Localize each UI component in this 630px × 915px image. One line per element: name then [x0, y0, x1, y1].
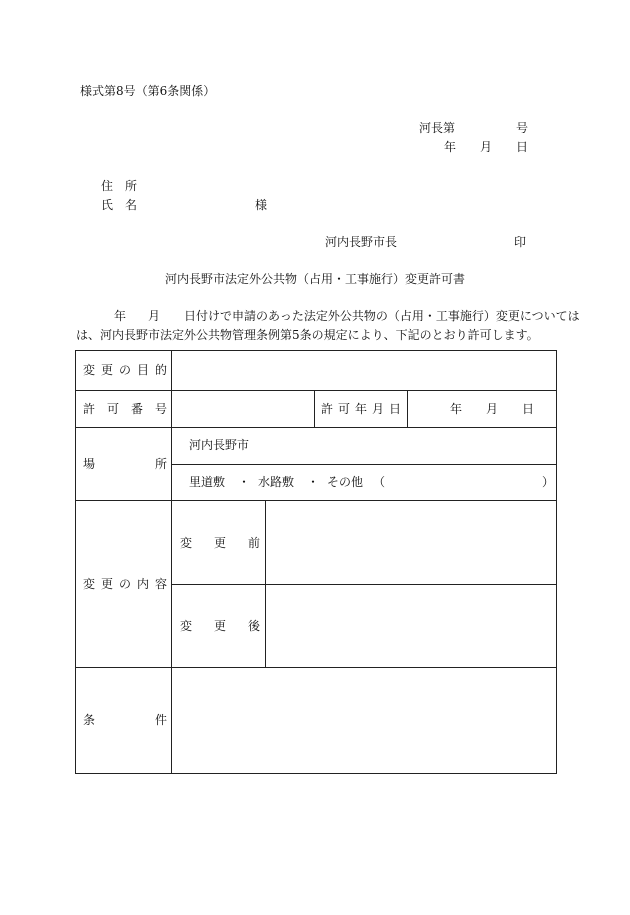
location-type-road[interactable]: 里道敷: [189, 475, 226, 489]
location-label: 場 所: [83, 457, 167, 471]
document-title: 河内長野市法定外公共物（占用・工事施行）変更許可書: [164, 272, 465, 286]
intro-year: 年: [114, 309, 127, 323]
row-divider: [171, 464, 556, 465]
permit-number-field[interactable]: [176, 402, 309, 416]
document-date: [444, 140, 528, 154]
permit-table: [75, 350, 557, 774]
document-number-prefix: 河長第: [419, 121, 456, 135]
before-change-field[interactable]: [272, 511, 550, 577]
row-divider: [76, 427, 556, 428]
location-other-close-paren: ）: [542, 475, 555, 489]
name-label: 氏 名: [101, 198, 137, 212]
document-number: [419, 121, 528, 135]
permit-number-label: 許 可 番 号: [83, 402, 167, 416]
conditions-label: 条 件: [83, 713, 167, 727]
column-divider: [314, 390, 315, 427]
document-date-year: 年: [444, 140, 457, 154]
issuer-title: 河内長野市長: [325, 235, 398, 249]
row-divider: [76, 667, 556, 668]
after-change-field[interactable]: [272, 594, 550, 660]
document-date-month: 月: [479, 140, 492, 154]
document-date-day: 日: [515, 140, 528, 154]
location-separator: ・: [307, 475, 320, 489]
document-number-suffix: 号: [515, 121, 528, 135]
row-divider: [76, 390, 556, 391]
address-label: 住 所: [101, 179, 137, 193]
permit-date-label: 許 可 年 月 日: [321, 402, 401, 416]
seal-mark: 印: [514, 235, 527, 249]
permit-date-month: 月: [486, 402, 499, 416]
permit-date-year: 年: [450, 402, 463, 416]
column-divider: [265, 500, 266, 667]
location-separator: ・: [238, 475, 251, 489]
location-city: 河内長野市: [189, 438, 250, 452]
row-divider: [76, 500, 556, 501]
intro-text-1: 日付けで申請のあった法定外公共物の（占用・工事施行）変更については: [184, 309, 580, 323]
after-change-label: 変 更 後: [180, 619, 260, 633]
form-number: 様式第8号（第6条関係）: [80, 84, 216, 98]
column-divider: [407, 390, 408, 427]
honorific: 様: [255, 198, 268, 212]
before-change-label: 変 更 前: [180, 536, 260, 550]
conditions-field[interactable]: [176, 676, 548, 766]
purpose-field[interactable]: [176, 363, 548, 377]
column-divider: [171, 351, 172, 773]
purpose-label: 変 更 の 目 的: [83, 363, 167, 377]
row-divider: [171, 584, 556, 585]
location-other-open-paren: （: [373, 475, 386, 489]
location-type-other[interactable]: その他: [327, 475, 364, 489]
permit-date-day: 日: [522, 402, 535, 416]
location-type-waterway[interactable]: 水路敷: [258, 475, 295, 489]
intro-line-2: は、河内長野市法定外公共物管理条例第5条の規定により、下記のとおり許可します。: [76, 328, 539, 342]
change-content-label: 変 更 の 内 容: [83, 577, 167, 591]
intro-month: 月: [148, 309, 161, 323]
